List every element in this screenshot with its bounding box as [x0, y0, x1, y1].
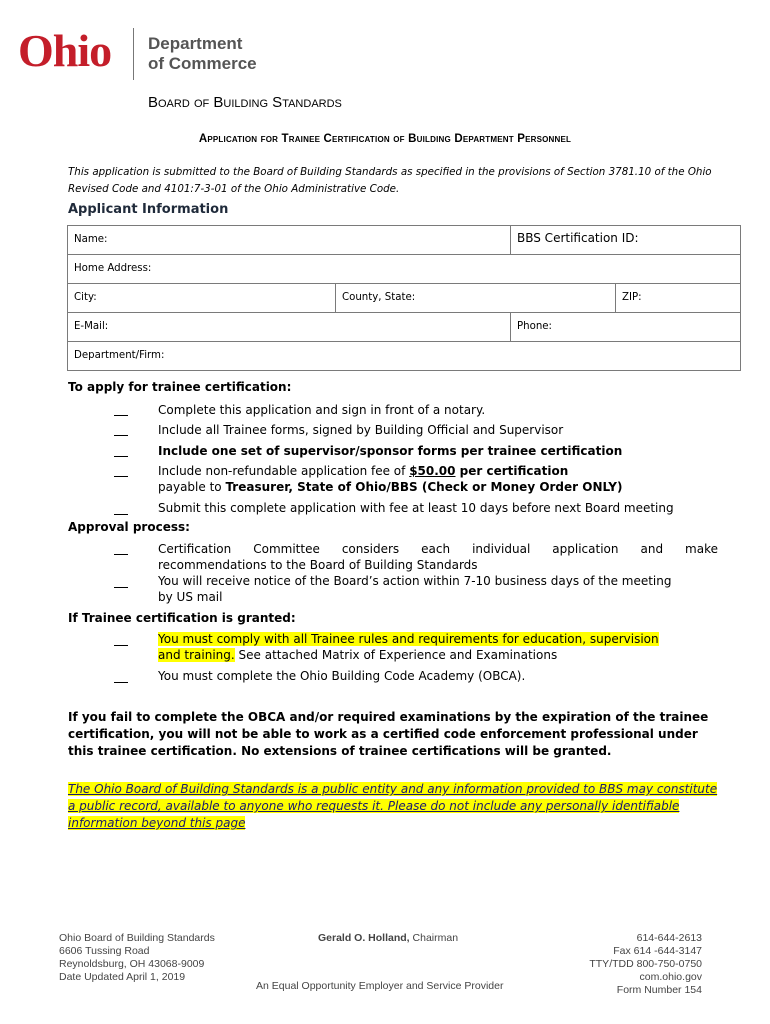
granted-checkbox-2[interactable]	[114, 671, 128, 683]
granted-item-1-line1: You must comply with all Trainee rules and requirements for education, supervision	[158, 632, 659, 646]
apply-item-4	[158, 463, 718, 495]
apply-checkbox-2[interactable]	[114, 424, 128, 436]
footer-address-line4: Date Updated April 1, 2019	[59, 971, 186, 983]
applicant-info-table	[67, 225, 741, 371]
approval-heading: Approval process:	[68, 520, 190, 534]
granted-heading: If Trainee certification is granted:	[68, 611, 296, 625]
approval-item-2-line2: by US mail	[158, 590, 223, 604]
phone-field[interactable]	[510, 313, 740, 341]
public-record-notice	[68, 781, 718, 832]
footer-contact	[540, 932, 702, 997]
granted-item-1	[158, 631, 718, 663]
home-address-label: Home Address:	[74, 263, 152, 274]
email-row	[68, 313, 740, 342]
apply-checkbox-5[interactable]	[114, 503, 128, 515]
apply-checkbox-1[interactable]	[114, 404, 128, 416]
email-field[interactable]	[68, 313, 510, 341]
approval-item-1-line1: Certification Committee considers each individual application and make	[158, 542, 718, 556]
footer-address	[59, 932, 215, 984]
apply-item-4-pre: Include non-refundable application fee of	[158, 464, 410, 478]
city-field[interactable]	[68, 284, 335, 312]
department-firm-label: Department/Firm:	[74, 350, 165, 361]
footer-tty: TTY/TDD 800-750-0750	[589, 958, 702, 970]
approval-checkbox-2[interactable]	[114, 576, 128, 588]
name-row	[68, 226, 740, 255]
department-name	[148, 34, 257, 74]
apply-item-4-post: per certification	[455, 464, 569, 478]
home-address-row	[68, 255, 740, 284]
chairman-name: Gerald O. Holland,	[318, 932, 410, 944]
expiration-warning: If you fail to complete the OBCA and/or required examinations by the expiration of the trainee certification, you will not be able to work as a certified code enforcement professional under this trainee certification. No extensions of trainee certifications will be granted.	[68, 710, 709, 758]
granted-item-1-line2-rest: See attached Matrix of Experience and Examinations	[234, 648, 558, 662]
department-line2: of Commerce	[148, 54, 257, 73]
department-line1: Department	[148, 34, 243, 53]
apply-checkbox-3[interactable]	[114, 445, 128, 457]
granted-checkbox-1[interactable]	[114, 634, 128, 646]
footer-fax: Fax 614 -644-3147	[613, 945, 702, 957]
apply-item-1: Complete this application and sign in front of a notary.	[158, 403, 486, 417]
logo-divider	[133, 28, 134, 80]
apply-item-2: Include all Trainee forms, signed by Building Official and Supervisor	[158, 423, 564, 437]
approval-checkbox-1[interactable]	[114, 543, 128, 555]
approval-item-1	[158, 541, 718, 573]
bbs-id-label: BBS Certification ID:	[517, 231, 639, 245]
form-title	[0, 133, 770, 145]
phone-label: Phone:	[517, 321, 552, 332]
footer-chairman	[318, 932, 458, 945]
county-state-label: County, State:	[342, 292, 416, 303]
apply-checkbox-4[interactable]	[114, 465, 128, 477]
department-firm-field[interactable]	[68, 342, 740, 370]
board-title	[148, 94, 342, 111]
footer-address-line1: Ohio Board of Building Standards	[59, 932, 215, 944]
bbs-id-field[interactable]	[510, 226, 740, 254]
city-row	[68, 284, 740, 313]
footer-address-line2: 6606 Tussing Road	[59, 945, 150, 957]
chairman-title: Chairman	[409, 932, 459, 944]
public-record-notice-text: The Ohio Board of Building Standards is a public entity and any information provided to BBS may constitute a public record, available to anyone who requests it. Please do not include any personally identifiable information beyond this page	[68, 782, 718, 830]
approval-item-1-line2: recommendations to the Board of Building Standards	[158, 558, 478, 572]
board-title-text: Board of Building Standards	[148, 94, 342, 111]
zip-label: ZIP:	[622, 292, 642, 303]
form-title-text: Application for Trainee Certification of Building Department Personnel	[198, 133, 572, 145]
department-row	[68, 342, 740, 370]
intro-text: This application is submitted to the Board of Building Standards as specified in the provisions of Section 3781.10 of the Ohio Revised Code and 4101:7-3-01 of the Ohio Administrative Code.	[68, 166, 712, 195]
application-fee: $50.00	[409, 464, 456, 478]
home-address-field[interactable]	[68, 255, 740, 283]
apply-item-5: Submit this complete application with fee at least 10 days before next Board meeting	[158, 501, 674, 515]
footer-phone: 614-644-2613	[636, 932, 702, 944]
footer-address-line3: Reynoldsburg, OH 43068-9009	[59, 958, 205, 970]
name-label: Name:	[74, 234, 108, 245]
granted-item-1-line2-highlight: and training.	[158, 648, 235, 662]
payee: Treasurer, State of Ohio/BBS (Check or Money Order ONLY)	[225, 480, 623, 494]
city-label: City:	[74, 292, 97, 303]
email-label: E-Mail:	[74, 321, 109, 332]
applicant-info-heading: Applicant Information	[68, 202, 229, 217]
apply-item-4-line2-pre: payable to	[158, 480, 226, 494]
ohio-logo: Ohio	[18, 25, 112, 76]
footer-website: com.ohio.gov	[639, 971, 702, 983]
approval-item-2	[158, 573, 718, 605]
footer-eeo: An Equal Opportunity Employer and Service Provider	[256, 980, 504, 992]
zip-field[interactable]	[615, 284, 740, 312]
name-field[interactable]	[68, 226, 510, 254]
apply-heading: To apply for trainee certification:	[68, 380, 292, 394]
footer-form-number: Form Number 154	[616, 984, 702, 996]
approval-item-2-line1: You will receive notice of the Board’s action within 7-10 business days of the meeting	[158, 574, 672, 588]
apply-item-3: Include one set of supervisor/sponsor forms per trainee certification	[158, 444, 623, 458]
granted-item-2: You must complete the Ohio Building Code Academy (OBCA).	[158, 669, 526, 683]
county-state-field[interactable]	[335, 284, 615, 312]
